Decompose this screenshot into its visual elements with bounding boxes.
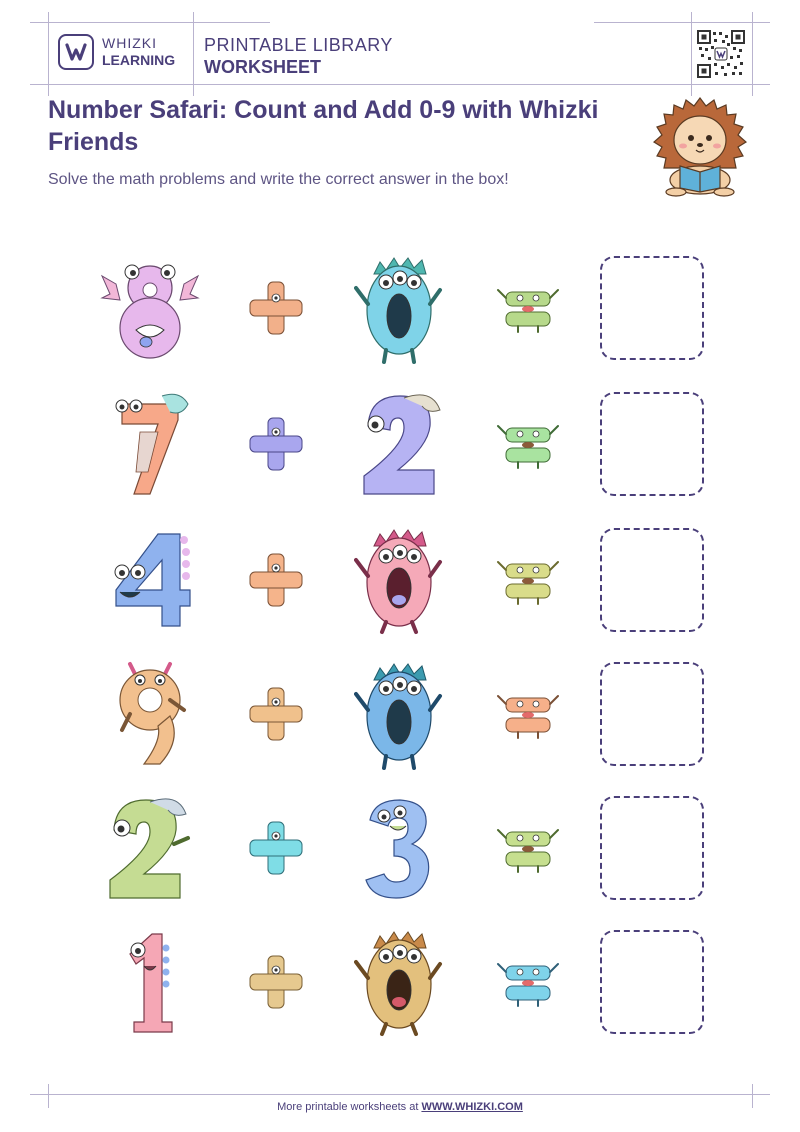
- answer-box[interactable]: [600, 528, 704, 632]
- equals-monster-icon: [496, 824, 560, 874]
- problem-row-3: [0, 526, 800, 646]
- answer-box[interactable]: [600, 256, 704, 360]
- number-monster-icon: [100, 660, 200, 770]
- problem-row-2: [0, 390, 800, 510]
- number-monster-icon: [100, 254, 200, 364]
- answer-box[interactable]: [600, 392, 704, 496]
- brand-name-top: WHIZKI: [102, 35, 157, 51]
- plus-monster-icon: [244, 548, 308, 612]
- footer-text: More printable worksheets at: [277, 1101, 422, 1113]
- blob-monster-icon: [354, 928, 444, 1038]
- answer-box[interactable]: [600, 796, 704, 900]
- answer-box[interactable]: [600, 662, 704, 766]
- footer-line: [30, 1094, 770, 1095]
- problem-row-1: [0, 254, 800, 374]
- number-monster-three-icon: [354, 794, 444, 904]
- header-line-vert-4: [752, 12, 753, 96]
- equals-monster-icon: [496, 958, 560, 1008]
- instructions: Solve the math problems and write the correct answer in the box!: [48, 171, 509, 188]
- library-label-top: PRINTABLE LIBRARY: [204, 35, 393, 55]
- equals-monster-icon: [496, 284, 560, 334]
- hedgehog-reading-icon: [650, 94, 750, 198]
- blob-monster-icon: [354, 526, 444, 636]
- footer-link[interactable]: WWW.WHIZKI.COM: [421, 1101, 523, 1113]
- problem-row-5: [0, 794, 800, 914]
- equals-monster-icon: [496, 690, 560, 740]
- answer-box[interactable]: [600, 930, 704, 1034]
- qr-code-icon[interactable]: [697, 30, 745, 78]
- problem-row-4: [0, 660, 800, 780]
- number-monster-icon: [100, 526, 200, 636]
- plus-monster-icon: [244, 276, 308, 340]
- plus-monster-icon: [244, 682, 308, 746]
- number-monster-icon: [100, 390, 200, 500]
- blob-monster-icon: [354, 254, 444, 364]
- library-label: [204, 34, 393, 78]
- number-monster-icon: [100, 794, 200, 904]
- blob-monster-icon: [354, 660, 444, 770]
- plus-monster-icon: [244, 950, 308, 1014]
- header-line-top-right: [594, 22, 770, 23]
- problem-row-6: [0, 928, 800, 1048]
- header-line-bottom: [30, 84, 770, 85]
- header-line-vert-1: [48, 12, 49, 96]
- brand-name-bottom: LEARNING: [102, 52, 176, 68]
- equals-monster-icon: [496, 556, 560, 606]
- plus-monster-icon: [244, 816, 308, 880]
- header-line-vert-2: [193, 12, 194, 96]
- plus-monster-icon: [244, 412, 308, 476]
- whizki-logo-icon: [58, 34, 94, 70]
- header-line-top-left: [30, 22, 270, 23]
- brand-logo[interactable]: [58, 34, 175, 70]
- footer: [0, 1101, 800, 1113]
- equals-monster-icon: [496, 420, 560, 470]
- library-label-bottom: WORKSHEET: [204, 57, 321, 77]
- number-monster-icon: [100, 928, 200, 1038]
- page-title: Number Safari: Count and Add 0-9 with Whizki Friends: [48, 96, 599, 156]
- header-line-vert-3: [691, 12, 692, 96]
- number-monster-two-icon: [354, 390, 444, 500]
